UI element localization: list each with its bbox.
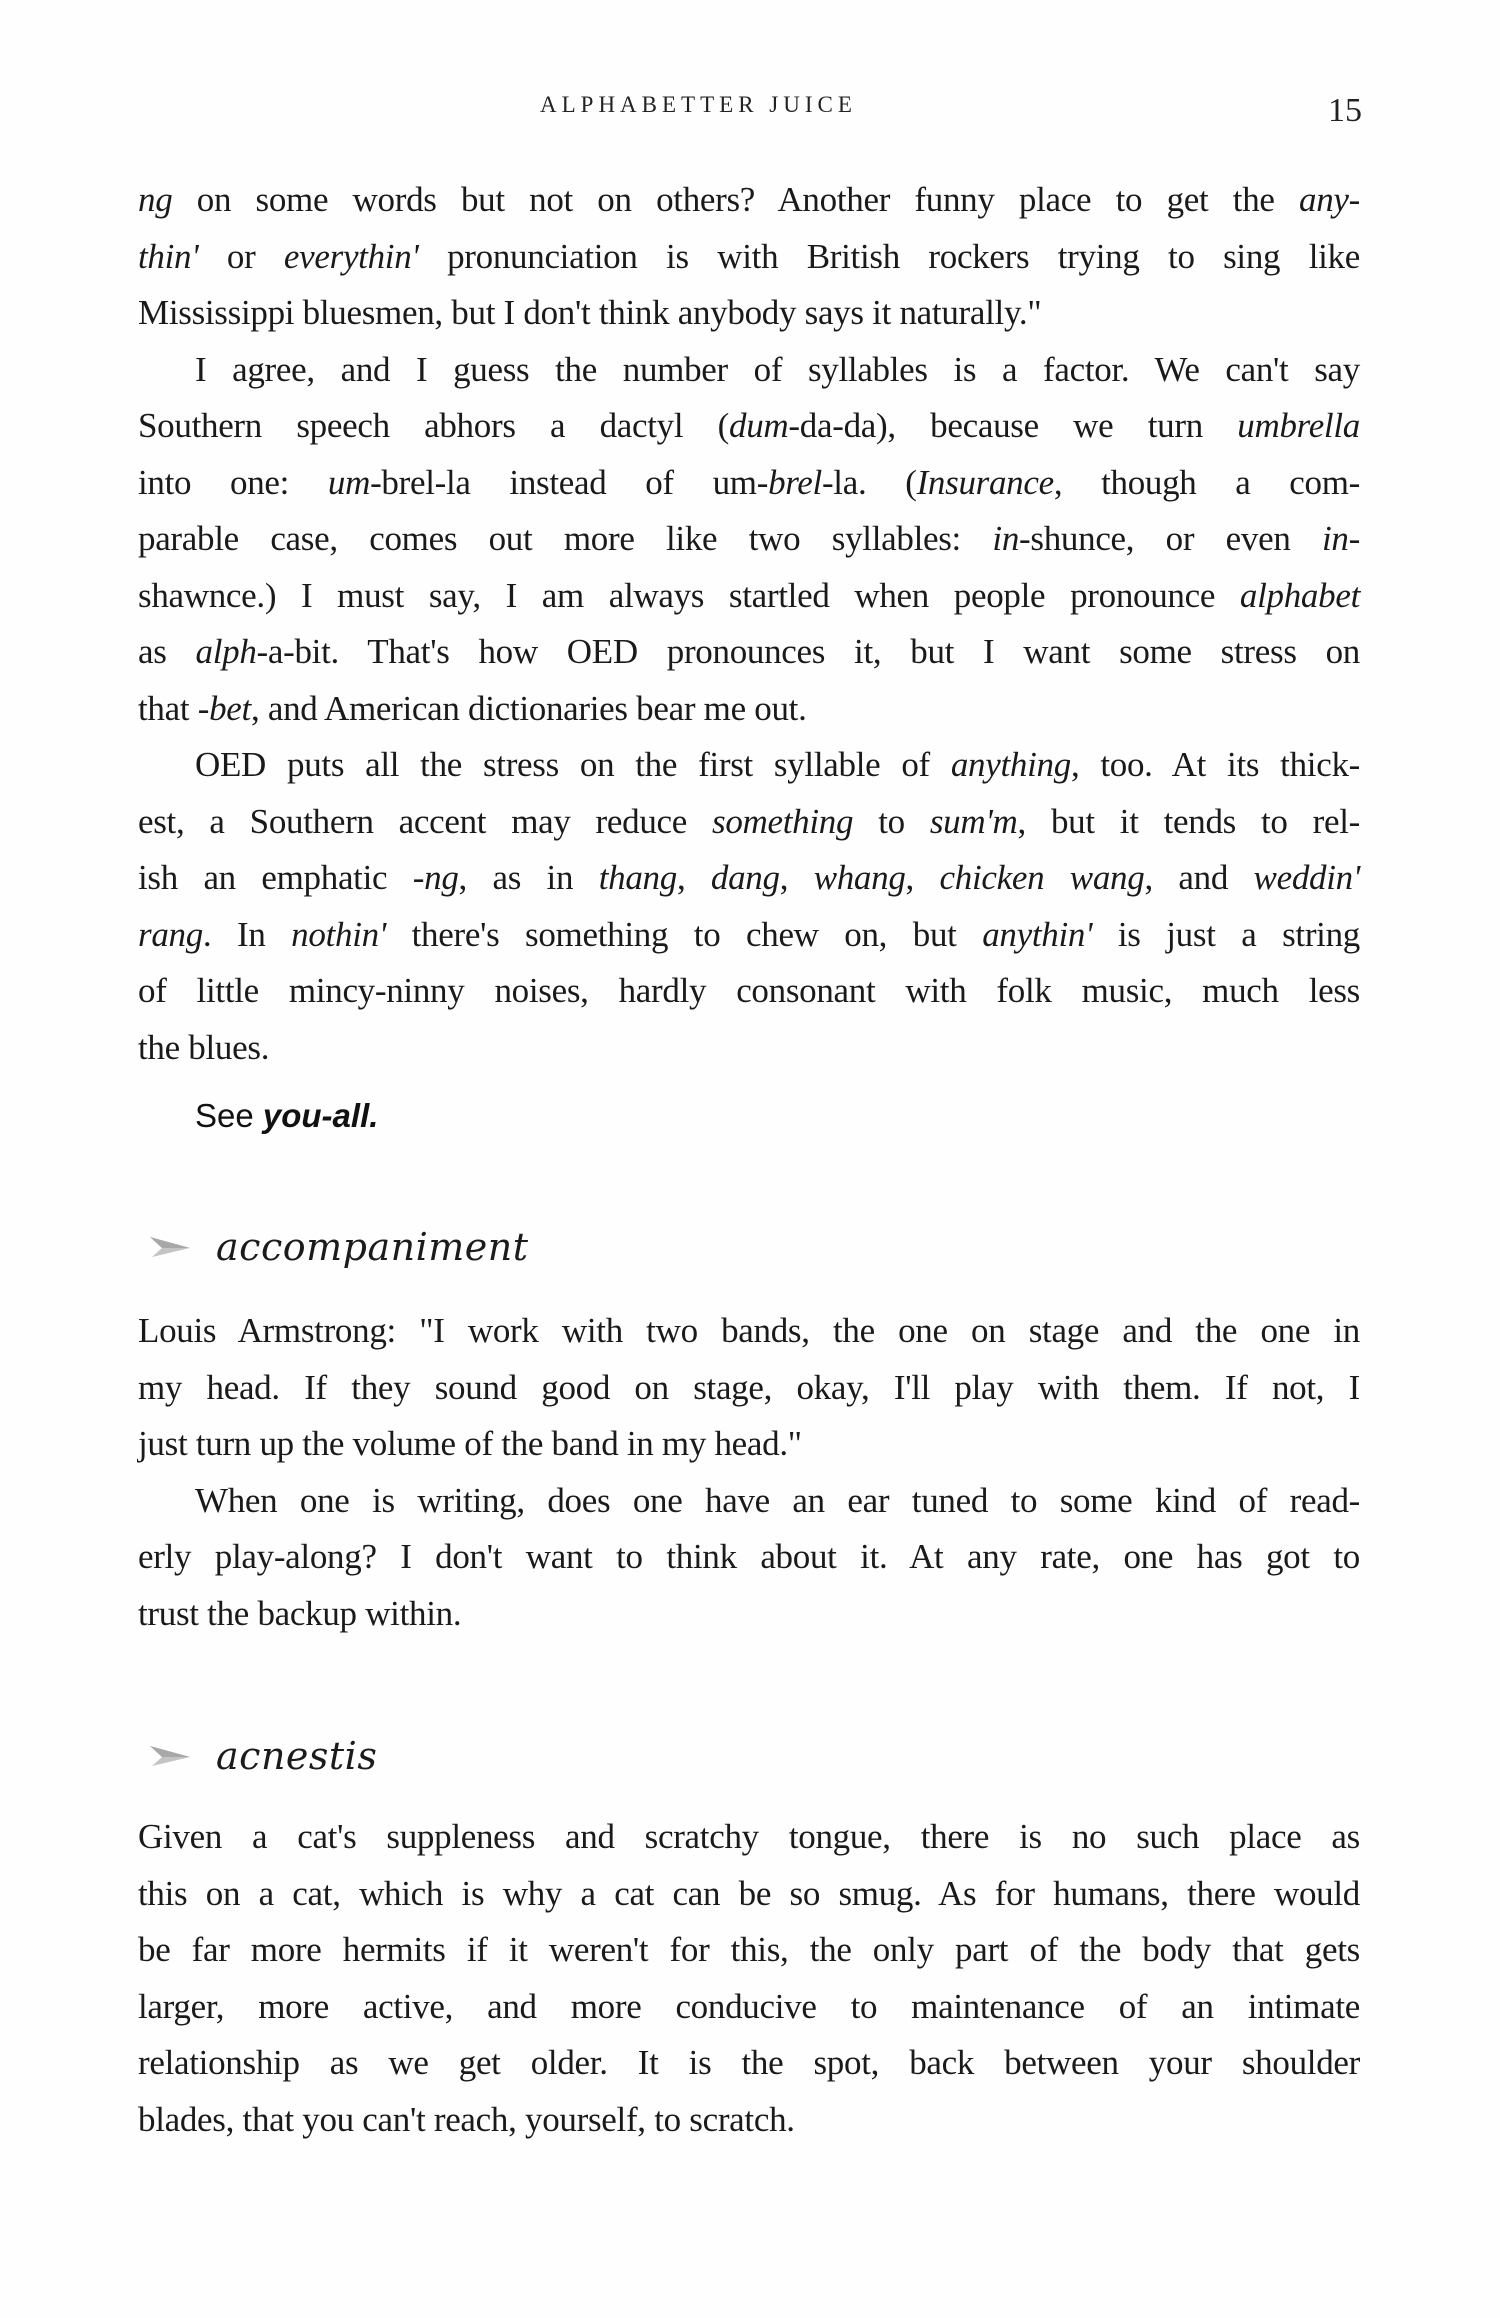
text-line [138,568,1360,625]
italic-text: in [1322,519,1349,558]
italic-text: dum [729,406,789,445]
text-run: larger, more active, and more conducive to maintenance of an intimate [138,1986,1360,2026]
see-also-link[interactable]: you-all. [262,1097,379,1134]
page-number: 15 [1328,92,1362,129]
text-run: Mississippi bluesmen, but I don't think anybody says it naturally." [138,293,1042,332]
text-run: - [1348,519,1360,558]
text-line [138,455,1360,512]
see-also-label: See [195,1097,263,1134]
text-line [138,907,1360,964]
italic-text: thang [598,858,677,897]
text-run: parable case, comes out more like two syllables: [138,519,993,558]
text-line [138,1979,1360,2036]
text-line [138,2035,1360,2092]
text-run: just turn up the volume of the band in my head." [138,1424,802,1463]
text-run: est, a Southern accent may reduce [138,801,713,841]
text-run: -shunce, or even [1019,519,1322,558]
italic-text: brel [768,462,822,502]
italic-text: alphabet [1239,575,1360,615]
text-line [138,172,1360,229]
text-run: . In [202,914,292,954]
text-run: -brel-la instead of um- [370,462,769,502]
text-run: there's something to chew on, but [386,914,983,954]
text-run: into one: [138,462,328,502]
entry-headword: accompaniment [216,1225,529,1269]
text-run: trust the backup within. [138,1593,462,1633]
text-run: is just a string [1092,914,1361,954]
see-also [138,1088,1360,1145]
text-line [138,624,1360,681]
text-run: my head. If they sound good on stage, okay, I'll play with them. If not, I [138,1367,1360,1407]
entry-body-acnestis [138,1809,1360,2148]
text-run: , and [1144,858,1254,897]
text-run: I agree, and I guess the number of syllables is a factor. We can't say [195,349,1360,389]
text-run: of little mincy-ninny noises, hardly consonant with folk music, much less [138,971,1360,1010]
italic-text: Insurance [916,462,1054,502]
text-run: on some words but not on others? Another funny place to get the [172,180,1299,219]
text-line [138,681,1360,738]
italic-text: umbrella [1237,406,1360,445]
text-line [138,1360,1360,1417]
text-line [138,1020,1360,1077]
italic-text: sum'm [929,801,1018,841]
italic-text: nothin' [291,914,387,954]
text-run: that - [138,688,210,728]
text-line [138,511,1360,568]
text-run: , though a com- [1053,462,1360,502]
text-run: as [138,632,196,671]
italic-text: ng [138,180,173,219]
text-line [138,2092,1360,2149]
text-line [138,1416,1360,1473]
italic-text: um [327,462,371,502]
entry-heading-acnestis [148,1734,377,1778]
italic-text: weddin' [1253,858,1361,897]
text-line [138,850,1360,907]
text-line [138,1866,1360,1923]
text-run: erly play-along? I don't want to think about it. At any rate, one has got to [138,1537,1360,1576]
text-run: Given a cat's suppleness and scratchy tongue, there is no such place as [138,1817,1360,1856]
italic-text: ng [424,858,459,897]
italic-text: bet [209,688,251,728]
text-run: Louis Armstrong: "I work with two bands, the one on stage and the one in [138,1311,1360,1350]
text-line [138,1473,1360,1530]
text-run: , but it tends to rel- [1017,801,1360,841]
running-head: ALPHABETTER JUICE [540,92,857,117]
text-line [138,1809,1360,1866]
text-run: When one is writing, does one have an ear tuned to some kind of read- [195,1480,1360,1520]
italic-text: alph [195,632,257,671]
text-line [138,1922,1360,1979]
text-line [138,794,1360,851]
text-run: relationship as we get older. It is the spot, back between your shoulder [138,2043,1360,2082]
text-line [138,285,1360,342]
italic-text: everythin' [283,236,419,276]
text-run: , too. At its thick- [1070,745,1360,784]
italic-text: in [992,519,1020,558]
arrowhead-icon [148,1235,192,1259]
italic-text: anythin' [982,914,1093,954]
text-run: OED puts all the stress on the first syllable of [195,745,951,784]
text-run: -a-bit. That's how OED pronounces it, but I want some stress on [256,632,1360,671]
text-run: , and American dictionaries bear me out. [250,688,807,728]
continued-entry-text [138,172,1360,1076]
text-run: pronunciation is with British rockers trying to sing like [418,236,1360,276]
italic-text: whang [813,858,906,897]
text-line [138,963,1360,1020]
italic-text: any- [1299,180,1360,219]
text-run: ish an emphatic - [138,858,425,897]
italic-text: thin' [138,236,199,276]
text-run: Southern speech abhors a dactyl ( [138,406,730,445]
entry-body-accompaniment [138,1303,1360,1642]
text-line [138,737,1360,794]
italic-text: rang [138,914,203,954]
arrowhead-icon [148,1744,192,1768]
text-run: , as in [458,858,599,897]
text-run: , [779,858,814,897]
entry-heading-accompaniment [148,1225,529,1269]
text-run: -la. ( [821,462,917,502]
text-run: shawnce.) I must say, I am always startled when people pronounce [138,575,1240,615]
italic-text: anything [950,745,1071,784]
text-run: to [853,801,930,841]
text-run: , [905,858,940,897]
text-run: , [676,858,711,897]
text-run: this on a cat, which is why a cat can be so smug. As for humans, there would [138,1873,1360,1913]
text-run: be far more hermits if it weren't for this, the only part of the body that gets [138,1930,1360,1969]
entry-headword: acnestis [216,1734,378,1778]
text-line [138,229,1360,286]
text-line [138,1586,1360,1643]
italic-text: something [712,801,854,841]
text-run: -da-da), because we turn [788,406,1238,445]
text-run: or [198,236,284,276]
text-line [138,1529,1360,1586]
text-run: the blues. [138,1027,270,1067]
text-line [138,398,1360,455]
text-line [138,342,1360,399]
text-line [138,1303,1360,1360]
text-run: blades, that you can't reach, yourself, to scratch. [138,2099,795,2139]
italic-text: chicken wang [939,858,1145,897]
italic-text: dang [710,858,780,897]
